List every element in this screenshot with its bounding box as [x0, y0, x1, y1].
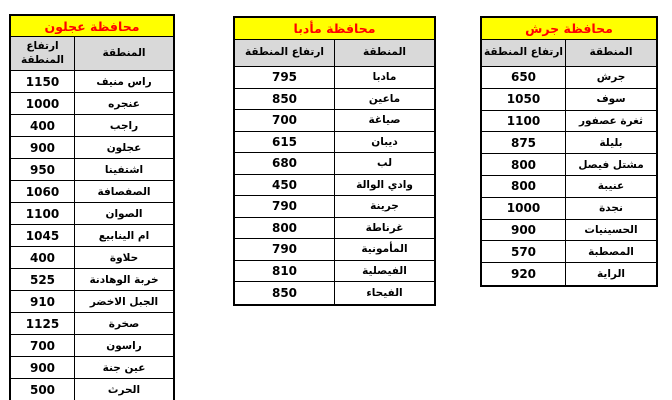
region-cell: صخرة [108, 317, 140, 330]
table-row [235, 196, 434, 218]
region-cell: لب [376, 157, 393, 170]
table-column-headers [482, 40, 656, 67]
table-row [235, 282, 434, 304]
table-row [482, 132, 656, 154]
elevation-cell: 790 [235, 196, 335, 217]
region-cell: الفيصلية [362, 264, 407, 277]
elevation-cell: 650 [482, 67, 566, 88]
table-row [11, 115, 173, 137]
table-row [11, 71, 173, 93]
table-row [235, 110, 434, 132]
region-cell: المصطبة [588, 245, 634, 258]
elevation-cell: 800 [235, 218, 335, 239]
region-cell: غرناطة [365, 221, 404, 234]
elevation-cell: 700 [11, 335, 75, 356]
elevation-cell: 900 [11, 357, 75, 378]
table-title: محافظة مأدبا [235, 18, 434, 40]
region-cell: اشتفينا [104, 163, 144, 176]
region-cell: الصوان [105, 207, 143, 220]
region-cell: الحرث [107, 384, 141, 396]
table-body [482, 67, 656, 285]
table-body [235, 67, 434, 304]
region-cell: مادبا [372, 71, 397, 84]
elevation-cell: 400 [11, 247, 75, 268]
table-row [11, 203, 173, 225]
table-jerash-governorate [480, 16, 658, 287]
table-row [482, 176, 656, 198]
region-cell: ديبان [371, 135, 398, 148]
table-row [482, 263, 656, 285]
table-title: محافظة عجلون [11, 16, 173, 37]
elevation-cell: 500 [11, 379, 75, 400]
elevation-cell: 680 [235, 153, 335, 174]
elevation-cell: 1150 [11, 71, 75, 92]
elevation-cell: 1100 [482, 111, 566, 132]
table-row [235, 239, 434, 261]
region-cell: المأمونية [361, 243, 408, 256]
region-cell: عنيبة [597, 180, 625, 193]
region-cell: ام الينابيع [98, 229, 150, 242]
region-cell: ثغرة عصفور [579, 114, 643, 127]
region-cell: الحسينيات [584, 223, 638, 236]
table-column-headers [235, 40, 434, 67]
elevation-cell: 1125 [11, 313, 75, 334]
elevation-cell: 1000 [482, 198, 566, 219]
table-row [11, 335, 173, 357]
column-header-region: المنطقة [102, 46, 146, 59]
region-cell: خربة الوهادنة [89, 273, 159, 286]
elevation-cell: 450 [235, 175, 335, 196]
table-row [11, 137, 173, 159]
elevation-cell: 1050 [482, 89, 566, 110]
table-row [235, 261, 434, 283]
table-row [11, 269, 173, 291]
elevation-cell: 800 [482, 176, 566, 197]
elevation-cell: 900 [482, 220, 566, 241]
region-cell: مشتل فيصل [578, 158, 644, 171]
table-row [235, 89, 434, 111]
elevation-cell: 800 [482, 154, 566, 175]
column-header-elevation: ارتفاع المنطقة [482, 40, 566, 66]
table-row [482, 241, 656, 263]
table-body [11, 71, 173, 400]
region-cell: جرش [596, 71, 626, 84]
table-row [482, 111, 656, 133]
elevation-cell: 570 [482, 241, 566, 262]
table-column-headers [11, 37, 173, 71]
column-header-elevation: ارتفاع المنطقة [11, 37, 75, 70]
elevation-cell: 525 [11, 269, 75, 290]
region-cell: عين جنة [102, 361, 146, 374]
elevation-cell: 810 [235, 261, 335, 282]
table-row [11, 159, 173, 181]
table-row [482, 220, 656, 242]
region-cell: سوف [596, 93, 626, 106]
region-cell: جرينة [370, 200, 399, 213]
elevation-cell: 615 [235, 132, 335, 153]
table-madaba-governorate [233, 16, 436, 306]
region-cell: بليلة [599, 136, 623, 149]
table-row [11, 181, 173, 203]
elevation-cell: 910 [11, 291, 75, 312]
table-row [235, 153, 434, 175]
region-cell: عنجره [108, 97, 140, 110]
column-header-region: المنطقة [362, 46, 407, 59]
table-row [11, 291, 173, 313]
region-cell: الجبل الاخضر [89, 295, 159, 308]
table-row [11, 247, 173, 269]
table-row [11, 379, 173, 400]
table-row [11, 357, 173, 379]
elevation-cell: 1100 [11, 203, 75, 224]
elevation-cell: 1045 [11, 225, 75, 246]
table-row [235, 218, 434, 240]
column-header-elevation: ارتفاع المنطقة [235, 40, 335, 66]
table-row [482, 198, 656, 220]
region-cell: ماعين [368, 92, 401, 105]
region-cell: صياغة [368, 114, 401, 127]
elevation-cell: 850 [235, 89, 335, 110]
elevation-cell: 920 [482, 263, 566, 285]
elevation-cell: 1000 [11, 93, 75, 114]
table-row [235, 132, 434, 154]
region-cell: وادي الوالة [356, 178, 413, 191]
elevation-cell: 1060 [11, 181, 75, 202]
column-header-region: المنطقة [589, 46, 633, 59]
elevation-cell: 400 [11, 115, 75, 136]
region-cell: نجدة [599, 202, 623, 215]
table-row [11, 225, 173, 247]
table-ajloun-governorate [9, 14, 175, 400]
region-cell: حلاوة [109, 251, 139, 264]
table-title: محافظة جرش [482, 18, 656, 40]
elevation-cell: 700 [235, 110, 335, 131]
region-cell: الراية [597, 268, 625, 281]
elevation-cell: 900 [11, 137, 75, 158]
table-row [235, 67, 434, 89]
elevation-cell: 950 [11, 159, 75, 180]
elevation-cell: 850 [235, 282, 335, 304]
table-row [482, 89, 656, 111]
elevation-cell: 790 [235, 239, 335, 260]
region-cell: راسون [106, 339, 142, 352]
region-cell: راجب [109, 119, 139, 132]
region-cell: الصفصافة [97, 185, 151, 198]
region-cell: الفيحاء [366, 286, 403, 299]
table-row [11, 93, 173, 115]
table-row [235, 175, 434, 197]
region-cell: عجلون [106, 141, 142, 154]
table-row [482, 154, 656, 176]
region-cell: راس منيف [96, 75, 152, 88]
table-row [11, 313, 173, 335]
elevation-cell: 795 [235, 67, 335, 88]
elevation-cell: 875 [482, 132, 566, 153]
table-row [482, 67, 656, 89]
